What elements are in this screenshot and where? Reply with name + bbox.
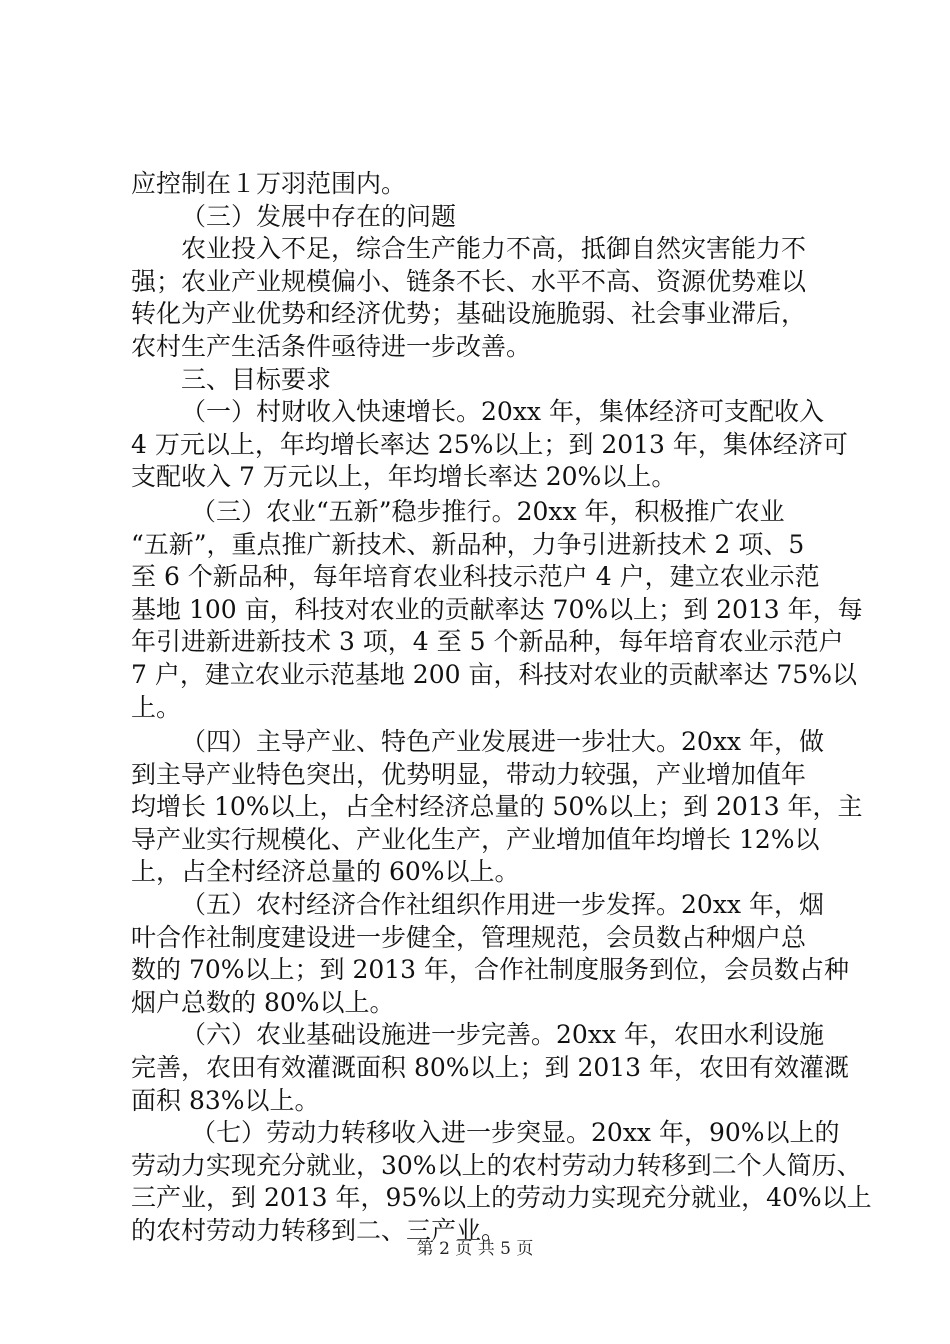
section-heading: 三、目标要求 (181, 364, 332, 394)
text-line: 农业投入不足，综合生产能力不高，抵御自然灾害能力不 (181, 234, 807, 264)
text-line: 劳动力实现充分就业，30%以上的农村劳动力转移到二个人简历、 (131, 1150, 862, 1180)
text-line: 7 户，建立农业示范基地 200 亩，科技对农业的贡献率达 75%以 (131, 659, 857, 689)
text-line: 导产业实行规模化、产业化生产，产业增加值年均增长 12%以 (131, 824, 820, 854)
text-line: 基地 100 亩，科技对农业的贡献率达 70%以上；到 2013 年，每 (131, 594, 863, 624)
text-line: 均增长 10%以上，占全村经济总量的 50%以上；到 2013 年，主 (131, 792, 863, 822)
text-line: 数的 70%以上；到 2013 年，合作社制度服务到位，会员数占种 (131, 955, 850, 985)
text-line: 面积 83%以上。 (131, 1085, 320, 1115)
text-line: 年引进新进新技术 3 项，4 至 5 个新品种，每年培育农业示范户 (131, 627, 844, 657)
text-line: 上。 (131, 692, 182, 722)
text-line: “五新”，重点推广新技术、新品种，力争引进新技术 2 项、5 (131, 529, 805, 559)
text-line: 强；农业产业规模偏小、链条不长、水平不高、资源优势难以 (131, 266, 807, 296)
text-line: 烟户总数的 80%以上。 (131, 987, 395, 1017)
text-line: 叶合作社制度建设进一步健全，管理规范，会员数占种烟户总 (131, 922, 807, 952)
text-line: （七）劳动力转移收入进一步突显。20xx 年，90%以上的 (191, 1118, 840, 1148)
text-line: 转化为产业优势和经济优势；基础设施脆弱、社会事业滞后， (131, 299, 807, 329)
section-heading: （三）发展中存在的问题 (181, 201, 457, 231)
text-line: 三产业，到 2013 年，95%以上的劳动力实现充分就业，40%以上 (131, 1183, 872, 1213)
text-line: （三）农业“五新”稳步推行。20xx 年，积极推广农业 (191, 496, 785, 526)
text-line: 到主导产业特色突出，优势明显，带动力较强，产业增加值年 (131, 759, 807, 789)
text-line: （六）农业基础设施进一步完善。20xx 年，农田水利设施 (181, 1020, 824, 1050)
text-line: 完善，农田有效灌溉面积 80%以上；到 2013 年，农田有效灌溉 (131, 1053, 850, 1083)
text-line: 支配收入 7 万元以上，年均增长率达 20%以上。 (131, 462, 677, 492)
text-line: 4 万元以上，年均增长率达 25%以上；到 2013 年，集体经济可 (131, 429, 848, 459)
text-line: 上，占全村经济总量的 60%以上。 (131, 857, 520, 887)
text-line: 的农村劳动力转移到二、三产业。 (131, 1216, 507, 1245)
page-number-footer: 第 2 页 共 5 页 (416, 1239, 534, 1259)
text-line: 应控制在１万羽范围内。 (131, 169, 407, 198)
document-body (131, 168, 872, 1248)
text-line: （五）农村经济合作社组织作用进一步发挥。20xx 年，烟 (181, 890, 824, 920)
text-line: （四）主导产业、特色产业发展进一步壮大。20xx 年，做 (181, 727, 824, 757)
text-line: （一）村财收入快速增长。20xx 年，集体经济可支配收入 (181, 397, 824, 427)
text-line: 农村生产生活条件亟待进一步改善。 (131, 331, 532, 361)
text-line: 至 6 个新品种，每年培育农业科技示范户 4 户，建立农业示范 (131, 562, 820, 592)
